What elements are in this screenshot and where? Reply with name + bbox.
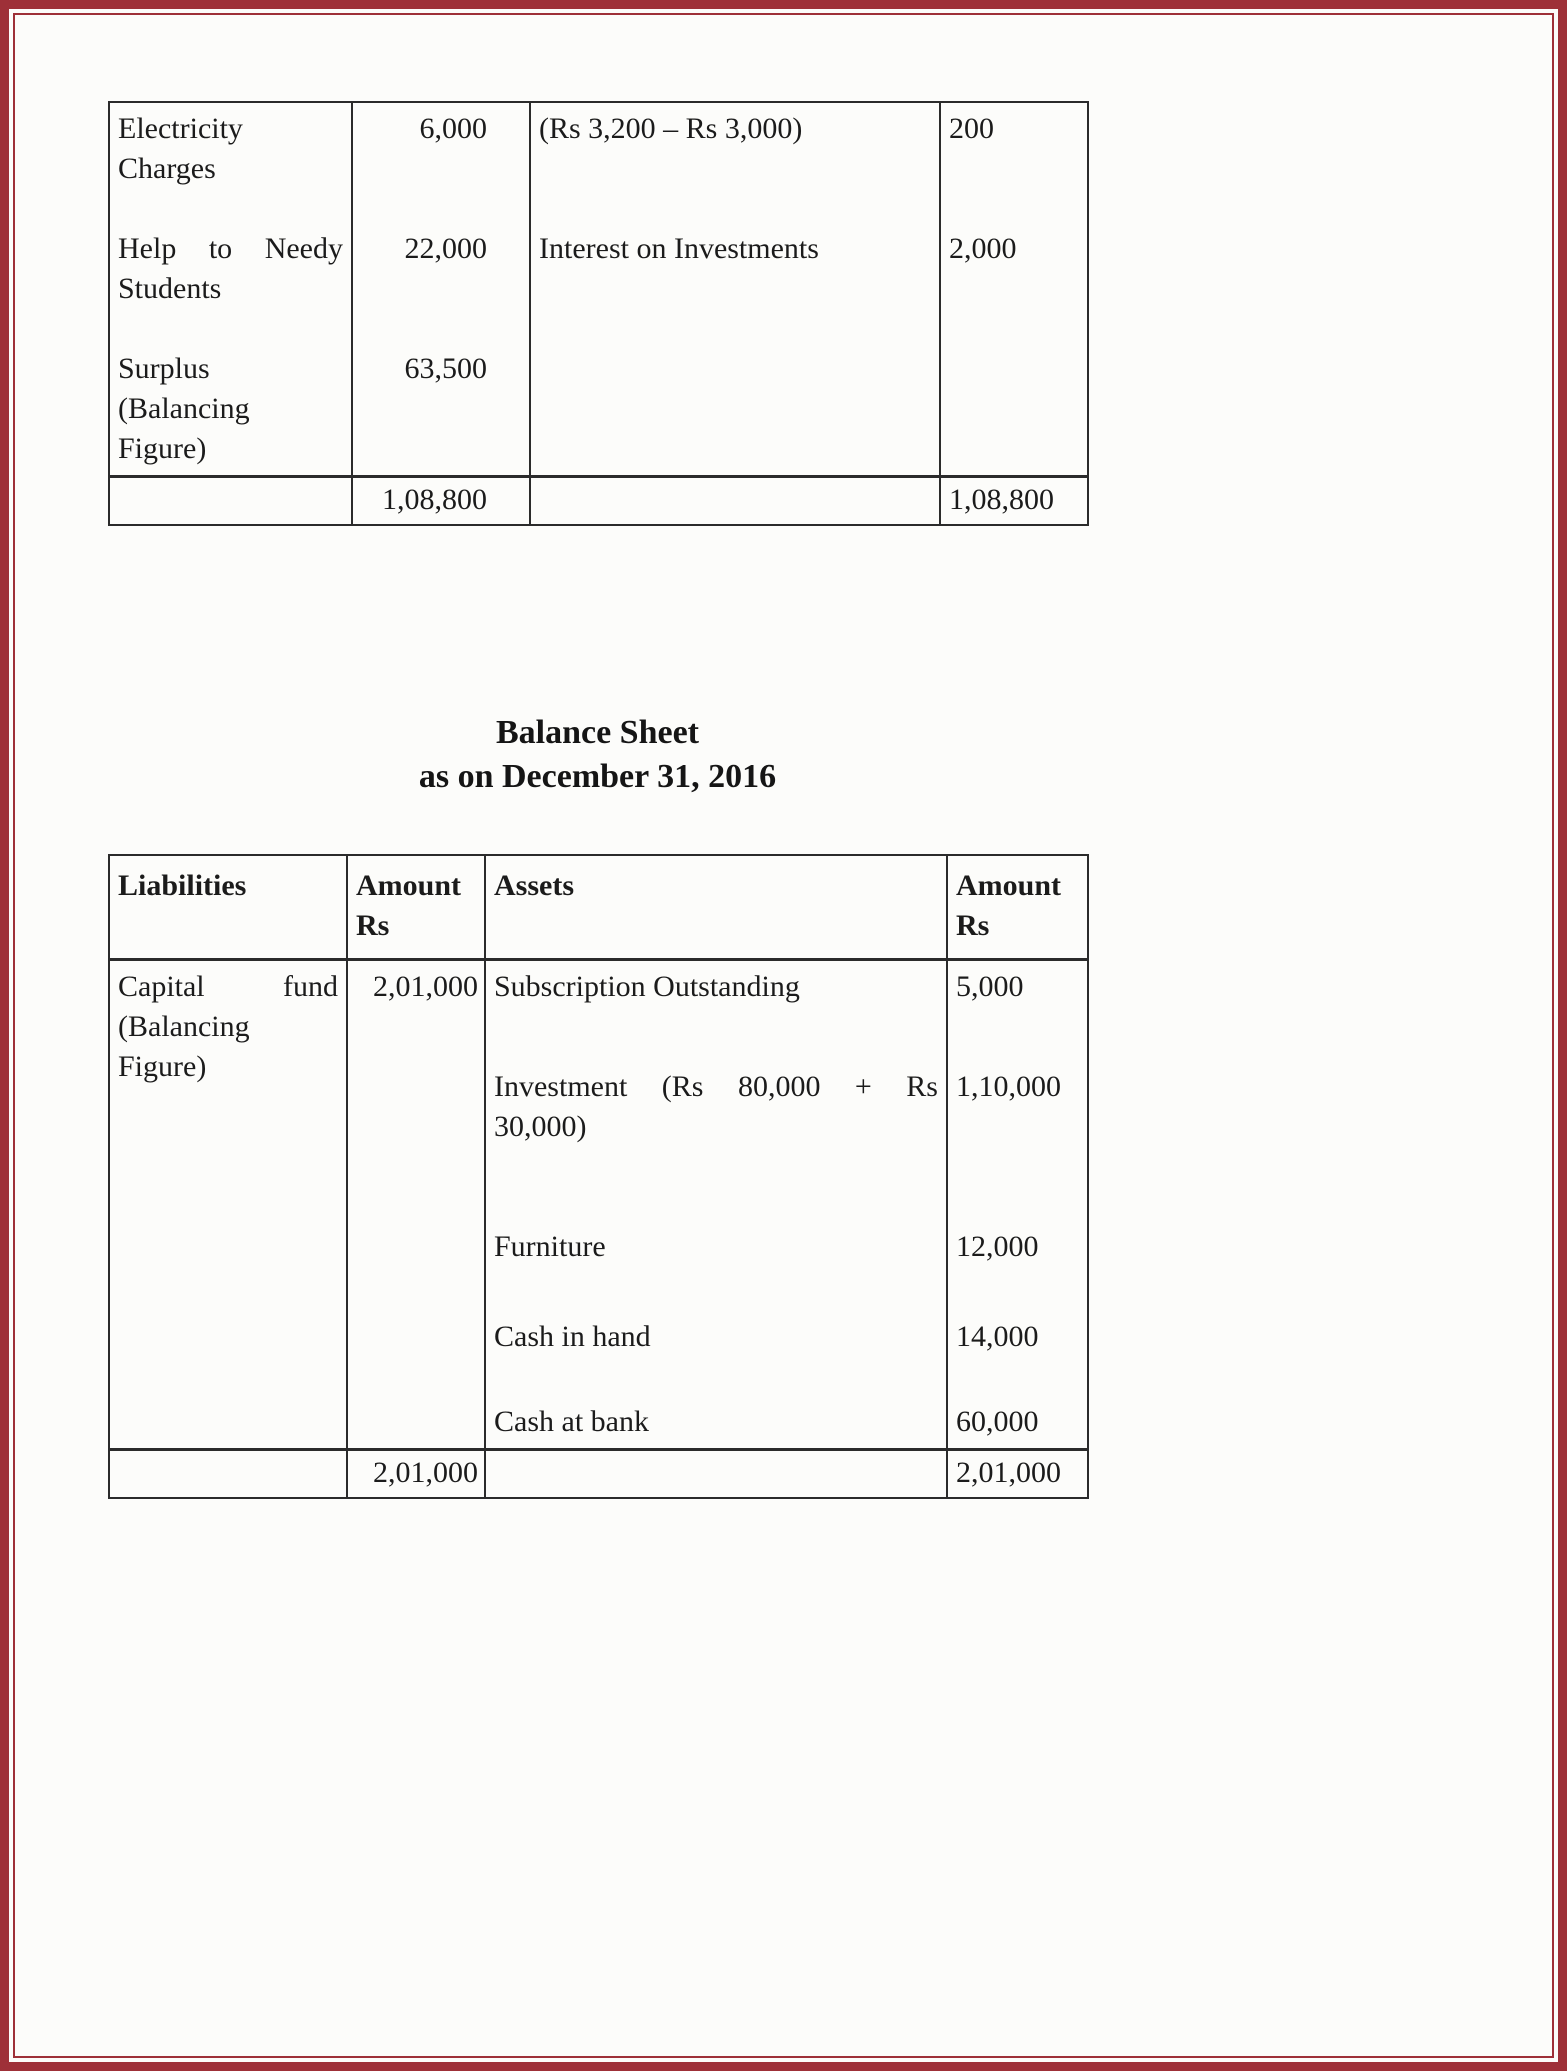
income-item-label: Interest on Investments (539, 232, 819, 265)
asset-item-label: Cash at bank (494, 1405, 649, 1438)
liability-item-label: (Balancing (118, 1010, 250, 1043)
total-liabilities: 2,01,000 (347, 1450, 485, 1499)
expenditure-item-label: Surplus (118, 352, 210, 385)
empty-cell (109, 477, 352, 526)
empty-cell (109, 1450, 347, 1499)
asset-item-label: 30,000) (494, 1110, 587, 1143)
asset-amount: 14,000 (956, 1320, 1039, 1353)
header-row (109, 855, 1088, 960)
asset-item-label: Subscription Outstanding (494, 970, 800, 1003)
table-body-row (109, 102, 1088, 477)
expenditure-amounts-cell (352, 102, 530, 477)
word: Needy (264, 232, 343, 265)
amount-header-left (347, 855, 485, 960)
income-item-label: (Rs 3,200 – Rs 3,000) (539, 112, 803, 145)
table-body-row (109, 960, 1088, 1450)
expenditure-item-label (118, 229, 343, 269)
expenditure-item-label: Charges (118, 152, 216, 185)
empty-cell (530, 477, 940, 526)
expenditure-item-label: (Balancing (118, 392, 250, 425)
expenditure-labels-cell (109, 102, 352, 477)
word: (Rs (661, 1070, 704, 1103)
liability-amounts-cell (347, 960, 485, 1450)
asset-amount: 5,000 (956, 970, 1024, 1003)
word: Capital (118, 970, 205, 1003)
amount-header-line: Amount (356, 869, 462, 902)
income-amount: 2,000 (949, 232, 1017, 265)
income-amounts-cell (940, 102, 1088, 477)
total-expenditure: 1,08,800 (352, 477, 530, 526)
word: Investment (494, 1070, 628, 1103)
expenditure-item-label: Students (118, 272, 222, 305)
liability-amount: 2,01,000 (373, 970, 478, 1003)
assets-header: Assets (485, 855, 947, 960)
income-amount: 200 (949, 112, 994, 145)
asset-amounts-cell (947, 960, 1088, 1450)
expenditure-item-label: Electricity (118, 112, 243, 145)
page-border-inner (13, 13, 1554, 2058)
liability-item-label: Figure) (118, 1050, 207, 1083)
expenditure-amount: 22,000 (404, 232, 487, 265)
balance-sheet-heading (108, 711, 1087, 799)
totals-row (109, 477, 1088, 526)
page-subtitle: as on December 31, 2016 (418, 758, 777, 795)
amount-header-right (947, 855, 1088, 960)
asset-amount: 12,000 (956, 1230, 1039, 1263)
total-income: 1,08,800 (940, 477, 1088, 526)
word: fund (283, 970, 338, 1003)
assets-cell (485, 960, 947, 1450)
word: + (854, 1070, 872, 1103)
page-content (108, 101, 1087, 1499)
amount-header-line: Rs (356, 909, 390, 942)
asset-amount: 60,000 (956, 1405, 1039, 1438)
expenditure-amount: 63,500 (404, 352, 487, 385)
totals-row (109, 1450, 1088, 1499)
amount-header-line: Amount (956, 869, 1062, 902)
liabilities-cell (109, 960, 347, 1450)
income-labels-cell (530, 102, 940, 477)
asset-item-label: Furniture (494, 1230, 606, 1263)
asset-item-label (494, 1067, 938, 1107)
page-title: Balance Sheet (495, 714, 700, 751)
total-assets: 2,01,000 (947, 1450, 1088, 1499)
word: to (208, 232, 233, 265)
empty-cell (485, 1450, 947, 1499)
balance-sheet-table (108, 854, 1089, 1499)
expenditure-amount: 6,000 (419, 112, 487, 145)
asset-item-label: Cash in hand (494, 1320, 651, 1353)
amount-header-line: Rs (956, 909, 990, 942)
expenditure-item-label: Figure) (118, 432, 207, 465)
asset-amount: 1,10,000 (956, 1070, 1061, 1103)
word: Help (118, 232, 177, 265)
income-expenditure-table (108, 101, 1089, 526)
liabilities-header: Liabilities (109, 855, 347, 960)
word: Rs (906, 1070, 938, 1103)
word: 80,000 (737, 1070, 821, 1103)
liability-item-label (118, 967, 338, 1007)
